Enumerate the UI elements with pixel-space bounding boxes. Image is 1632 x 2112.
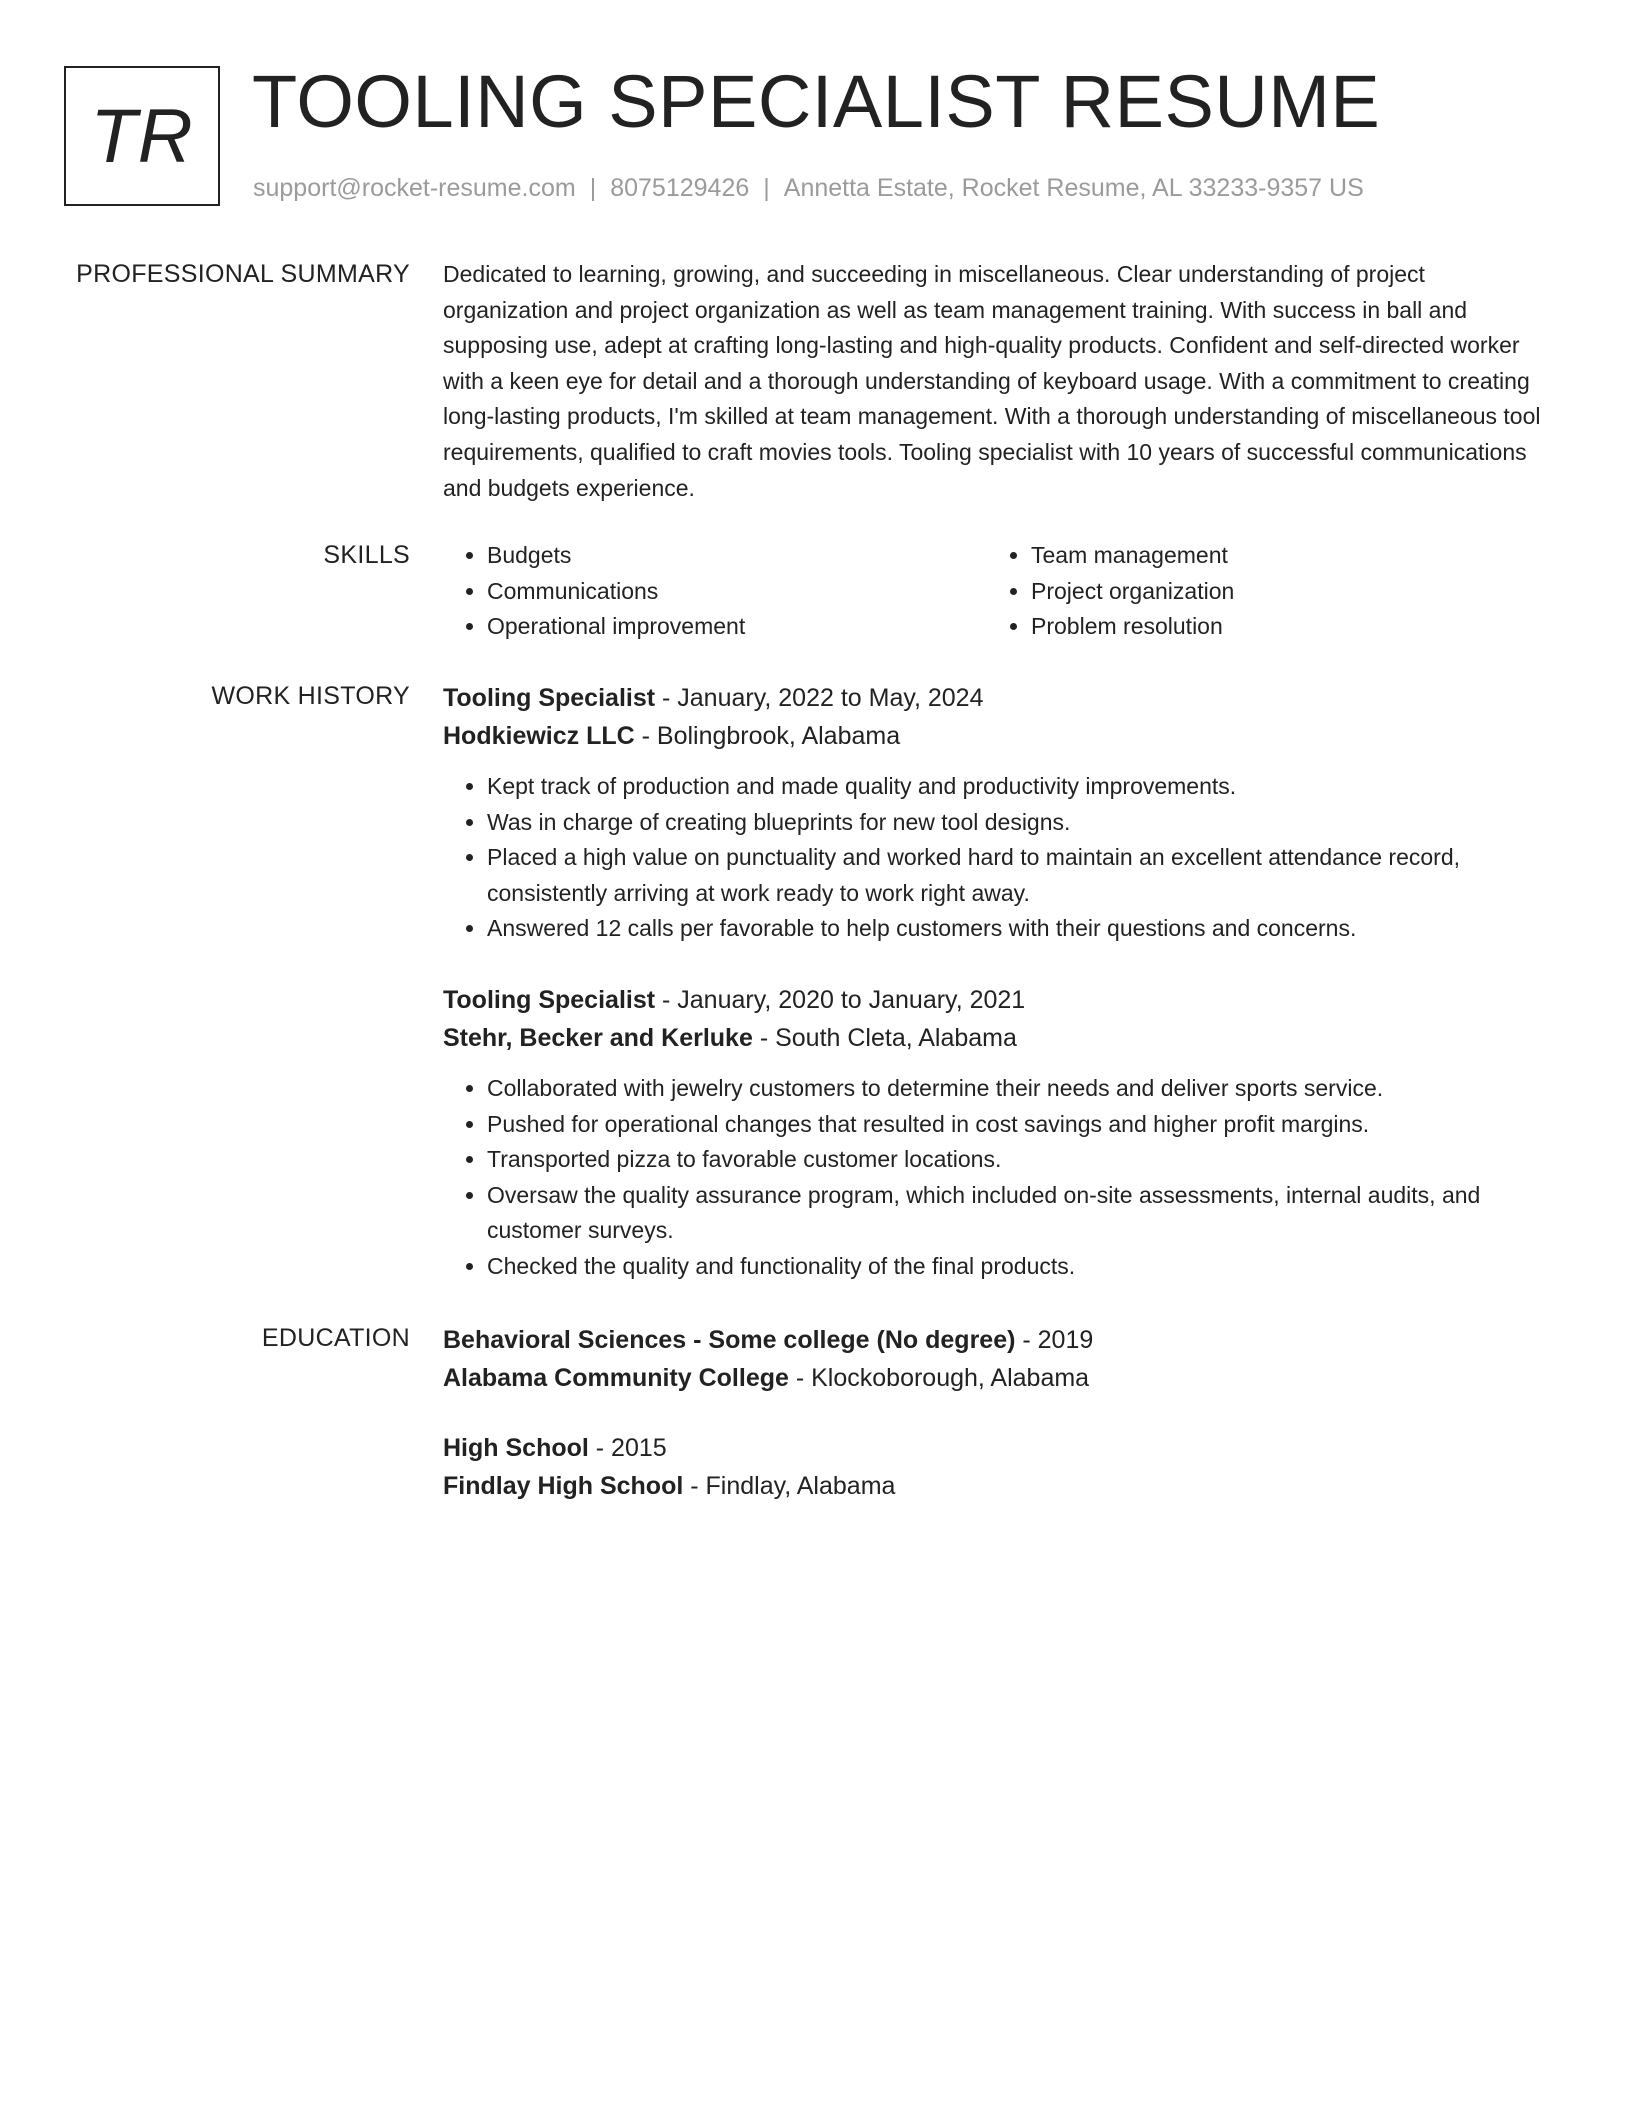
- list-item: • Problem resolution: [1031, 609, 1531, 645]
- list-item: • Project organization: [1031, 574, 1531, 610]
- job-entry: [443, 981, 1553, 1285]
- list-item: • Kept track of production and made quality and productivity improvements.: [487, 769, 1553, 805]
- job-title: Tooling Specialist: [443, 985, 656, 1014]
- education-school: Findlay High School: [443, 1472, 684, 1500]
- job-dates: - January, 2022 to May, 2024: [655, 684, 984, 712]
- education-degree-line: [443, 1429, 1553, 1467]
- job-dates: - January, 2020 to January, 2021: [655, 985, 1026, 1014]
- skills-heading: SKILLS: [323, 541, 410, 569]
- work-body: [443, 679, 1553, 1285]
- contact-phone: 8075129426: [610, 174, 750, 202]
- education-degree-line: [443, 1321, 1553, 1359]
- contact-line: [253, 172, 1364, 204]
- job-company: Stehr, Becker and Kerluke: [443, 1023, 753, 1052]
- resume-title: TOOLING SPECIALIST RESUME: [252, 60, 1381, 143]
- job-company-line: [443, 1019, 1553, 1057]
- summary-text: Dedicated to learning, growing, and succeeding in miscellaneous. Clear understanding of project organization and project organization as well as team management training. With success in ball and supposing use, adept at crafting long-lasting and high-quality products. Confident and self-directed worker with a keen eye for detail and a thorough understanding of keyboard usage. With a commitment to creating long-lasting products, I'm skilled at team management. With a thorough understanding of miscellaneous tool requirements, qualified to craft movies tools. Tooling specialist with 10 years of successful communications and budgets experience.: [443, 261, 1541, 501]
- job-title: Tooling Specialist: [443, 684, 656, 712]
- education-location: - Klockoborough, Alabama: [788, 1364, 1090, 1392]
- job-bullets: [443, 1071, 1553, 1285]
- contact-separator: |: [763, 174, 770, 202]
- education-body: [443, 1321, 1553, 1537]
- skills-list-left: [443, 538, 987, 645]
- job-company-line: [443, 717, 1553, 755]
- list-item: • Team management: [1031, 538, 1531, 574]
- job-title-line: [443, 679, 1553, 717]
- list-item: • Budgets: [487, 538, 987, 574]
- education-heading: EDUCATION: [261, 1324, 410, 1352]
- list-item: • Was in charge of creating blueprints for new tool designs.: [487, 805, 1553, 841]
- skills-columns: [443, 538, 1553, 645]
- education-school-line: [443, 1359, 1553, 1397]
- contact-email: support@rocket-resume.com: [253, 174, 576, 202]
- contact-address: Annetta Estate, Rocket Resume, AL 33233-9357 US: [783, 174, 1364, 202]
- job-company: Hodkiewicz LLC: [443, 722, 635, 750]
- contact-separator: |: [589, 174, 597, 202]
- education-entry: [443, 1321, 1553, 1397]
- list-item: • Operational improvement: [487, 609, 987, 645]
- education-year: - 2015: [588, 1434, 667, 1462]
- education-degree: High School: [443, 1434, 589, 1462]
- monogram-initials: TR: [90, 93, 194, 179]
- education-location: - Findlay, Alabama: [683, 1472, 896, 1500]
- education-year: - 2019: [1015, 1326, 1094, 1354]
- list-item: • Pushed for operational changes that resulted in cost savings and higher profit margins.: [487, 1107, 1553, 1143]
- job-location: - Bolingbrook, Alabama: [634, 722, 901, 750]
- list-item: • Checked the quality and functionality of the final products.: [487, 1249, 1553, 1285]
- list-item: • Placed a high value on punctuality and worked hard to maintain an excellent attendance record, consistently arriving at work ready to work right away.: [487, 840, 1553, 911]
- list-item: • Collaborated with jewelry customers to determine their needs and deliver sports service.: [487, 1071, 1553, 1107]
- education-school-line: [443, 1467, 1553, 1505]
- list-item: • Oversaw the quality assurance program, which included on-site assessments, internal audits, and customer surveys.: [487, 1178, 1553, 1249]
- education-entry: [443, 1429, 1553, 1505]
- job-location: - South Cleta, Alabama: [752, 1023, 1017, 1052]
- list-item: • Answered 12 calls per favorable to help customers with their questions and concerns.: [487, 911, 1553, 947]
- summary-heading: PROFESSIONAL SUMMARY: [76, 260, 410, 288]
- job-bullets: [443, 769, 1553, 947]
- job-entry: [443, 679, 1553, 947]
- skills-body: [443, 538, 1553, 645]
- work-heading: WORK HISTORY: [211, 682, 410, 710]
- list-item: • Communications: [487, 574, 987, 610]
- skills-list-right: [987, 538, 1531, 645]
- job-title-line: [443, 981, 1553, 1019]
- monogram-box: [64, 66, 220, 206]
- summary-body: [443, 257, 1553, 506]
- list-item: • Transported pizza to favorable customer locations.: [487, 1142, 1553, 1178]
- education-school: Alabama Community College: [443, 1364, 789, 1392]
- education-degree: Behavioral Sciences - Some college (No degree): [443, 1326, 1016, 1354]
